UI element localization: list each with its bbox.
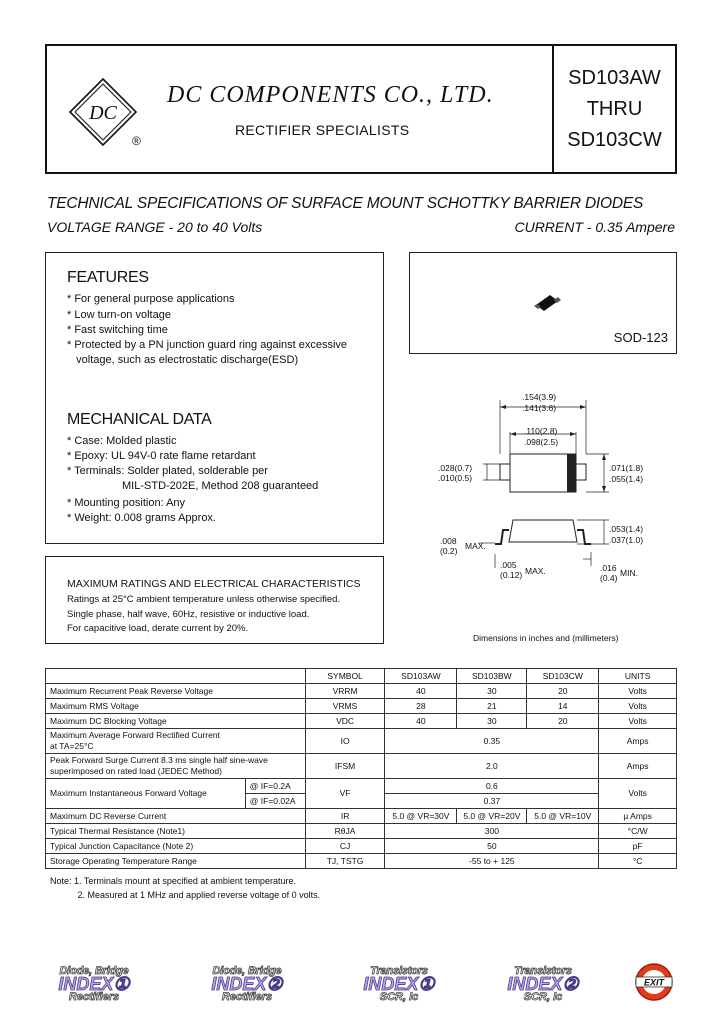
mechanical-item: * Case: Molded plastic <box>67 435 177 447</box>
ratings-line: For capacitive load, derate current by 20%. <box>67 623 249 634</box>
mechanical-item: * Mounting position: Any <box>67 497 186 509</box>
dim-body-width: .071(1.8) .055(1.4) <box>609 463 644 484</box>
table-header-cell: SD103AW <box>385 669 457 684</box>
document-title: TECHNICAL SPECIFICATIONS OF SURFACE MOUNT SCHOTTKY BARRIER DIODES <box>47 195 644 212</box>
table-header-cell: SYMBOL <box>305 669 385 684</box>
part-line-1: SD103AW <box>568 66 661 89</box>
table-row: Peak Forward Surge Current 8.3 ms single half sine-wave superimposed on rated load (JEDEC Method) IFSM 2.0 Amps <box>46 754 677 779</box>
table-header-cell <box>46 669 306 684</box>
mechanical-heading: MECHANICAL DATA <box>67 411 212 428</box>
table-row: Maximum Instantaneous Forward Voltage @ IF=0.2A VF 0.6 Volts <box>46 779 677 794</box>
index-transistor-2-link[interactable]: Transistors INDEX② SCR, Ic <box>507 965 579 1003</box>
sod123-package-icon <box>532 293 562 315</box>
dimension-drawing <box>409 354 677 644</box>
dim-overall-length: .154(3.9) .141(3.6) <box>522 392 557 413</box>
dimensions-caption: Dimensions in inches and (millimeters) <box>473 633 619 643</box>
index-diode-2-link[interactable]: Diode, Bridge INDEX② Rectifiers <box>211 965 283 1003</box>
table-row: Maximum Average Forward Rectified Current at TA=25°C IO 0.35 Amps <box>46 729 677 754</box>
feature-item: voltage, such as electrostatic discharge(ESD) <box>67 354 299 366</box>
company-name: DC COMPONENTS CO., LTD. <box>167 82 494 108</box>
ratings-line: Ratings at 25°C ambient temperature unless otherwise specified. <box>67 594 341 605</box>
table-row: Maximum DC Blocking Voltage VDC 40 30 20 Volts <box>46 714 677 729</box>
company-tagline: RECTIFIER SPECIALISTS <box>235 122 410 138</box>
exit-label: EXIT <box>643 977 665 988</box>
mechanical-item: * Terminals: Solder plated, solderable per <box>67 465 268 477</box>
registered-mark: ® <box>132 134 141 148</box>
table-row: Maximum RMS Voltage VRMS 28 21 14 Volts <box>46 699 677 714</box>
index-transistor-1-link[interactable]: Transistors INDEX① SCR, Ic <box>363 965 435 1003</box>
ratings-line: Single phase, half wave, 60Hz, resistive or inductive load. <box>67 609 310 620</box>
index-diode-1-link[interactable]: Diode, Bridge INDEX① Rectifiers <box>58 965 130 1003</box>
current-rating: CURRENT - 0.35 Ampere <box>514 219 675 235</box>
note-line: Note: 1. Terminals mount at specified at ambient temperature. <box>50 876 296 886</box>
table-row: Maximum DC Reverse Current IR 5.0 @ VR=30V 5.0 @ VR=20V 5.0 @ VR=10V µ Amps <box>46 809 677 824</box>
note-line: 2. Measured at 1 MHz and applied reverse voltage of 0 volts. <box>50 890 321 900</box>
exit-button[interactable] <box>634 962 674 1002</box>
table-row: Typical Thermal Resistance (Note1) RθJA 300 °C/W <box>46 824 677 839</box>
feature-item: * Protected by a PN junction guard ring against excessive <box>67 339 348 351</box>
table-row: Storage Operating Temperature Range TJ, TSTG -55 to + 125 °C <box>46 854 677 869</box>
dim-standoff-max: MAX. <box>525 566 546 576</box>
feature-item: * Low turn-on voltage <box>67 309 171 321</box>
dc-logo-icon <box>67 76 139 148</box>
feature-item: * For general purpose applications <box>67 293 235 305</box>
table-row: @ IF=0.02A 0.37 <box>46 794 677 809</box>
dim-foot: .016 (0.4) <box>600 563 618 583</box>
ratings-heading: MAXIMUM RATINGS AND ELECTRICAL CHARACTERISTICS <box>67 578 361 590</box>
logo-text: DC <box>89 102 117 124</box>
dim-standoff: .005 (0.12) <box>500 560 523 580</box>
package-name: SOD-123 <box>613 330 668 345</box>
package-box <box>409 252 677 354</box>
spec-table <box>45 668 677 869</box>
exit-icon <box>634 962 674 1002</box>
features-box <box>45 252 384 544</box>
feature-item: * Fast switching time <box>67 324 168 336</box>
table-header-cell: UNITS <box>599 669 677 684</box>
notes <box>50 874 320 902</box>
dim-foot-min: MIN. <box>620 568 638 578</box>
mechanical-item: * Weight: 0.008 grams Approx. <box>67 512 216 524</box>
dim-lead-thickness-max: MAX. <box>465 541 486 551</box>
mechanical-item: * Epoxy: UL 94V-0 rate flame retardant <box>67 450 256 462</box>
table-header-cell: SD103CW <box>527 669 599 684</box>
part-line-2: THRU <box>586 97 643 120</box>
table-row: Maximum Recurrent Peak Reverse Voltage VRRM 40 30 20 Volts <box>46 684 677 699</box>
table-header-cell: SD103BW <box>457 669 527 684</box>
dim-height: .053(1.4) .037(1.0) <box>609 524 644 545</box>
part-line-3: SD103CW <box>567 128 662 151</box>
features-heading: FEATURES <box>67 269 149 286</box>
table-row: Typical Junction Capacitance (Note 2) CJ 50 pF <box>46 839 677 854</box>
header-frame <box>45 44 677 174</box>
dim-lead-width: .028(0.7) .010(0.5) <box>438 463 473 483</box>
table-header-row <box>46 669 677 684</box>
part-number-block <box>554 46 675 172</box>
ratings-box <box>45 556 384 644</box>
voltage-range: VOLTAGE RANGE - 20 to 40 Volts <box>47 219 263 235</box>
mechanical-item: MIL-STD-202E, Method 208 guaranteed <box>67 480 319 492</box>
dim-body-length: .110(2.8) .098(2.5) <box>524 426 559 447</box>
dim-lead-thickness: .008 (0.2) <box>440 536 458 556</box>
